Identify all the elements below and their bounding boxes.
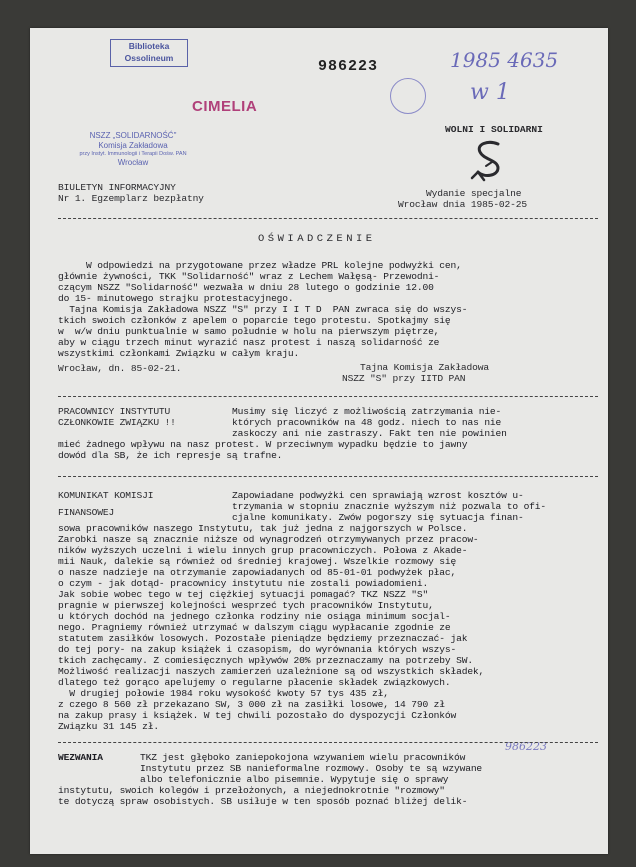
text-line: te dotyczą spraw osobistych. SB usiłuje w ten sposób poznać bliżej delik- <box>58 796 468 807</box>
text-line: których pracowników na 48 godz. niech to nas nie <box>232 417 502 428</box>
text-line: Zapowiadane podwyżki cen sprawiają wzrost kosztów u- <box>232 490 524 501</box>
edition-header <box>398 188 527 210</box>
text-line: dlatego też gorąco apelujemy o regularne płacenie składek związkowych. <box>58 677 451 688</box>
page-title: OŚWIADCZENIE <box>258 233 376 245</box>
warning-heading: WEZWANIA <box>58 752 103 763</box>
statement-date: Wrocław, dn. 85-02-21. <box>58 363 182 374</box>
text-line: Związku 31 145 zł. <box>58 721 159 732</box>
union-stamp-line3: przy Instyt. Immunologii i Terapii Dośw. PAN <box>79 151 187 157</box>
text-line: aby w ciągu trzech minut wyrazić nasz protest i naszą solidarność ze <box>58 337 440 348</box>
text-line: tkich zachęcamy. Z comiesięcznych wpływów 20% przeznaczamy na potrzeby SW. <box>58 655 473 666</box>
union-stamp-city: Wrocław <box>117 158 149 167</box>
text-line: W odpowiedzi na przygotowane przez władze PRL kolejne podwyżki cen, <box>58 260 462 271</box>
statement-paragraph <box>58 260 467 359</box>
handwritten-number: 1985 4635 <box>450 48 559 72</box>
workers-body <box>232 406 507 439</box>
text-line: w w/w dniu punktualnie w samo południe w holu na pierwszym piętrze, <box>58 326 440 337</box>
text-line: z czego 8 560 zł przekazano SW, 3 000 zł na zasiłki losowe, 14 790 zł <box>58 699 445 710</box>
handwritten-mark: w 1 <box>470 80 510 105</box>
finance-body <box>232 490 546 523</box>
text-line: cjalne komunikaty. Zwów pogorszy się sytuacja finan- <box>232 512 524 523</box>
text-line: do 15- minutowego strajku protestacyjnego. <box>58 293 294 304</box>
cimelia-stamp: CIMELIA <box>192 98 258 115</box>
workers-heading-line2: CZŁONKOWIE ZWIĄZKU !! <box>58 417 176 428</box>
round-seal-icon <box>390 78 426 114</box>
workers-heading <box>58 406 176 428</box>
motto: WOLNI I SOLIDARNI <box>445 124 543 135</box>
text-line: Możliwość realizacji naszych zamierzeń uzależnione są od wszystkich składek, <box>58 666 485 677</box>
bulletin-issue: Nr 1. Egzemplarz bezpłatny <box>58 193 204 204</box>
text-line: W drugiej połowie 1984 roku wysokość kwoty 57 tys 435 zł, <box>58 688 389 699</box>
finance-heading <box>58 490 153 518</box>
finance-heading-line1: KOMUNIKAT KOMISJI <box>58 490 154 501</box>
text-line: ników wyższych uczelni i wielu innych grup pracowniczych. Połowa z Akade- <box>58 545 468 556</box>
finance-body-full <box>58 523 484 732</box>
text-line: sowa pracowników naszego Instytutu, tak już jedna z najgorszych w Polsce. <box>58 523 468 534</box>
divider <box>58 396 598 397</box>
text-line: do tej pory- na zakup książek i czasopism, do wyrównania których wszys- <box>58 644 457 655</box>
text-line: Musimy się liczyć z możliwością zatrzymania nie- <box>232 406 502 417</box>
solidarnosc-s-icon <box>468 138 512 189</box>
edition-label: Wydanie specjalne <box>426 188 522 199</box>
warning-body-full <box>58 785 467 807</box>
text-line: o nasze nadzieje na otrzymanie zapowiadanych od 85-01-01 podwyżek płac, <box>58 567 457 578</box>
text-line: Jak sobie wobec tego w tej ciężkiej sytuacji pomagać? TKZ NSZZ "S" <box>58 589 429 600</box>
text-line: Zarobki nasze są znacznie niższe od wynagrodzeń otrzymywanych przez pracow- <box>58 534 479 545</box>
text-line: czącym NSZZ "Solidarność" wezwała w dniu 28 lutego o godzinie 12.00 <box>58 282 434 293</box>
text-line: dowód dla SB, że ich represje są trafne. <box>58 450 283 461</box>
union-stamp <box>68 131 198 168</box>
text-line: nego. Pragniemy również utrzymać w dalszym ciągu wypłacanie zgodnie ze <box>58 622 451 633</box>
text-line: albo telefonicznie albo pisemnie. Wypytuje się o sprawy <box>140 774 449 785</box>
text-line: tkich swoich członków z apelem o poparcie tego protestu. Spotkajmy się <box>58 315 451 326</box>
text-line: instytutu, swoich kolegów i przełożonych, a niejednokrotnie "rozmowy" <box>58 785 445 796</box>
text-line: o czym - jak dotąd- pracownicy instytutu nie zostali powiadomieni. <box>58 578 429 589</box>
divider <box>58 742 598 743</box>
warning-body <box>140 752 482 785</box>
union-stamp-line1: NSZZ „SOLIDARNOŚĆ" <box>89 131 177 140</box>
text-line: trzymania w stopniu znacznie wyższym niż pozwala to ofi- <box>232 501 547 512</box>
text-line: głównie żywności, TKK "Solidarność" wraz z Lechem Wałęsą- Przewodni- <box>58 271 440 282</box>
handwritten-number-bottom: 986223 <box>505 740 547 753</box>
bulletin-header <box>58 182 204 204</box>
text-line: mii Nauk, dalekie są również od średniej krajowej. Wszelkie rozmowy się <box>58 556 457 567</box>
finance-heading-line2: FINANSOWEJ <box>58 507 115 518</box>
workers-heading-line1: PRACOWNICY INSTYTUTU <box>58 406 171 417</box>
text-line: u których dochód na jednego członka rodziny nie osiąga minimum socjal- <box>58 611 451 622</box>
text-line: wszystkimi członkami Związku w całym kraju. <box>58 348 300 359</box>
union-stamp-line2: Komisja Zakładowa <box>98 141 168 150</box>
text-line: Instytutu przez SB nanieformalne rozmowy. Osoby te są wzywane <box>140 763 483 774</box>
signature-line2: NSZZ "S" przy IITD PAN <box>342 373 466 384</box>
library-stamp: Biblioteka Ossolineum <box>110 39 188 67</box>
text-line: statutem zasiłków losowych. Pozostałe pieniądze będziemy przeznaczać- jak <box>58 633 468 644</box>
statement-signature <box>320 362 489 384</box>
text-line: mieć żadnego wpływu na nasz protest. W przeciwnym wypadku będzie to jawny <box>58 439 468 450</box>
text-line: Tajna Komisja Zakładowa NSZZ "S" przy I I T D PAN zwraca się do wszys- <box>58 304 468 315</box>
bulletin-title: BIULETYN INFORMACYJNY <box>58 182 176 193</box>
text-line: TKZ jest głęboko zaniepokojona wzywaniem wielu pracowników <box>140 752 466 763</box>
workers-body-full <box>58 439 467 461</box>
catalog-number: 986223 <box>318 58 379 75</box>
divider <box>58 218 598 219</box>
text-line: pragnie w pierwszej kolejności wesprzeć tych pracowników Instytutu, <box>58 600 434 611</box>
text-line: na zakup prasy i książek. W tej chwili pozostało do dyspozycji Członków <box>58 710 457 721</box>
document-sheet <box>30 28 608 854</box>
text-line: zaskoczy ani nie zastraszy. Fakt ten nie powinien <box>232 428 507 439</box>
signature-line1: Tajna Komisja Zakładowa <box>360 362 489 373</box>
divider <box>58 476 598 477</box>
edition-date: Wrocław dnia 1985-02-25 <box>398 199 527 210</box>
